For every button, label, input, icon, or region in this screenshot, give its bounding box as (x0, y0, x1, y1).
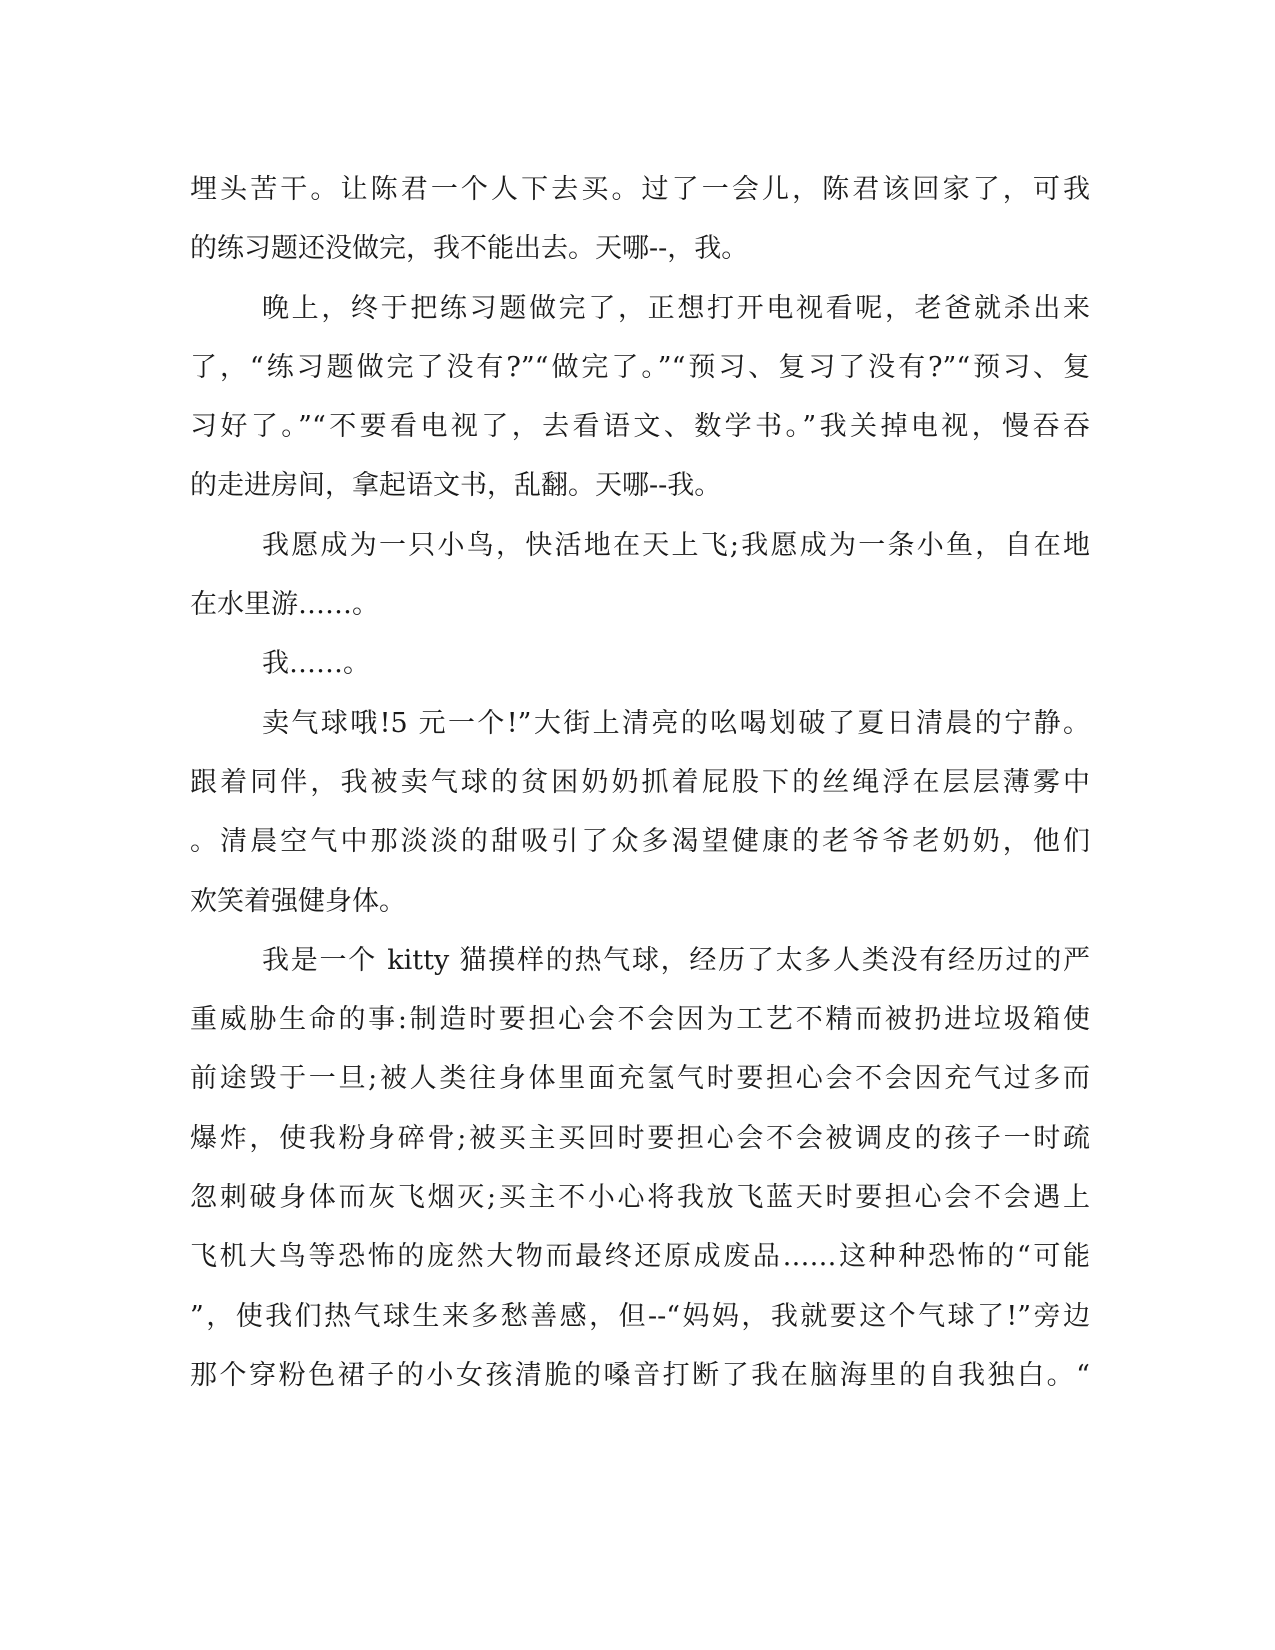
text-line: 卖气球哦!5 元一个!”大街上清亮的吆喝划破了夏日清晨的宁静。 (262, 707, 1090, 739)
text-line: 习好了。”“不要看电视了，去看语文、数学书。”我关掉电视，慢吞吞 (190, 411, 1090, 443)
body-text (190, 160, 1090, 1405)
text-line: 我愿成为一只小鸟，快活地在天上飞;我愿成为一条小鱼，自在地 (262, 529, 1090, 561)
text-line: 我是一个 kitty 猫摸样的热气球，经历了太多人类没有经历过的严 (262, 944, 1090, 976)
text-line: 晚上，终于把练习题做完了，正想打开电视看呢，老爸就杀出来 (262, 292, 1090, 324)
text-line: 的练习题还没做完，我不能出去。天哪--，我。 (190, 233, 749, 265)
text-line: 重威胁生命的事:制造时要担心会不会因为工艺不精而被扔进垃圾箱使 (190, 1004, 1090, 1036)
text-line: 的走进房间，拿起语文书，乱翻。天哪--我。 (190, 470, 722, 502)
text-line: ”，使我们热气球生来多愁善感，但--“妈妈，我就要这个气球了!”旁边 (190, 1300, 1090, 1332)
text-line: 那个穿粉色裙子的小女孩清脆的嗓音打断了我在脑海里的自我独白。“ (190, 1359, 1090, 1391)
text-line: 埋头苦干。让陈君一个人下去买。过了一会儿，陈君该回家了，可我 (190, 174, 1090, 205)
text-line: 爆炸，使我粉身碎骨;被买主买回时要担心会不会被调皮的孩子一时疏 (190, 1122, 1090, 1154)
text-line: 。清晨空气中那淡淡的甜吸引了众多渴望健康的老爷爷老奶奶，他们 (190, 826, 1090, 858)
text-line: 欢笑着强健身体。 (190, 885, 406, 917)
text-line: 在水里游……。 (190, 589, 379, 621)
text-line: 前途毁于一旦;被人类往身体里面充氢气时要担心会不会因充气过多而 (190, 1063, 1090, 1095)
text-line: 忽刺破身体而灰飞烟灭;买主不小心将我放飞蓝天时要担心会不会遇上 (190, 1182, 1090, 1214)
text-line: 跟着同伴，我被卖气球的贫困奶奶抓着屁股下的丝绳浮在层层薄雾中 (190, 766, 1090, 798)
text-line: 飞机大鸟等恐怖的庞然大物而最终还原成废品……这种种恐怖的“可能 (190, 1241, 1090, 1273)
text-line: 我……。 (262, 648, 370, 680)
text-line: 了，“练习题做完了没有?”“做完了。”“预习、复习了没有?”“预习、复 (190, 351, 1090, 383)
